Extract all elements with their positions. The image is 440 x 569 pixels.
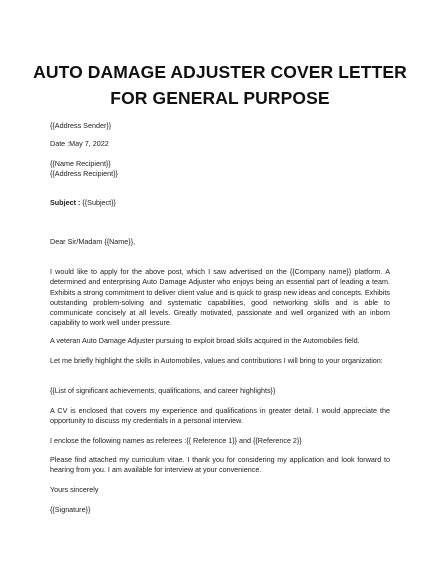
subject-value: {{Subject}} [80,198,116,207]
paragraph-veteran: A veteran Auto Damage Adjuster pursuing to exploit broad skills acquired in the Automobiles field. [50,336,360,345]
recipient-name: {{Name Recipient}} [50,159,111,168]
subject-label: Subject : [50,198,81,207]
recipient-address: {{Address Recipient}} [50,169,118,178]
paragraph-referees: I enclose the following names as referees :{{ Reference 1}} and {{Reference 2}} [50,436,302,445]
paragraph-achievements: {{List of significant achievements, qualifications, and career highlights}} [50,386,276,395]
paragraph-intro: I would like to apply for the above post, which I saw advertised on the {{Company name}} platform. A determined and enterprising Auto Damage Adjuster who enjoys being an essential part of leading a team. Exhibits a strong commitment to deliver client value and is quick to grasp new ideas and concepts. Exhibits outstanding problem-solving and systematic capabilities, good networking skills and is able to communicate concisely at all levels. Greatly motivated, passionate and well organized with an inborn capability to work well under pressure. [50,267,390,328]
title-line-1: AUTO DAMAGE ADJUSTER COVER LETTER [33,62,407,82]
salutation: Dear Sir/Madam {{Name}}, [50,237,136,246]
paragraph-cv: A CV is enclosed that covers my experience and qualifications in greater detail. I would appreciate the opportunity to discuss my credentials in a personal interview. [50,406,390,426]
title-line-2: FOR GENERAL PURPOSE [110,88,330,108]
paragraph-highlight: Let me briefly highlight the skills in Automobiles, values and contributions I will bring to your organization: [50,356,383,365]
subject-line [50,198,116,208]
sign-off: Yours sincerely [50,485,99,494]
signature: {{Signature}} [50,505,91,514]
sender-address: {{Address Sender}} [50,121,112,130]
paragraph-closing: Please find attached my curriculum vitae. I thank you for considering my application and look forward to hearing from you. I am available for interview at your convenience. [50,455,390,475]
date-line: Date :May 7, 2022 [50,139,109,148]
